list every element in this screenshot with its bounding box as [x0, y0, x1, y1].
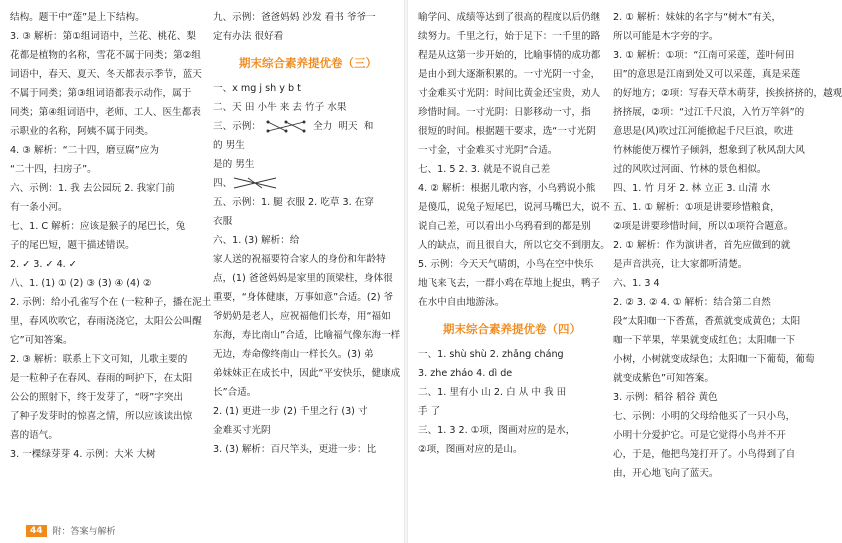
answer-line: 一寸金，寸金难买寸光阴”合适。	[418, 145, 558, 156]
answer-line: 由，开心地飞向了蓝天。	[613, 468, 719, 479]
exam-title-3: 期末综合素养提优卷（三）	[239, 56, 377, 70]
answer-line: 2. ② 3. ② 4. ① 解析：结合第二自然	[613, 297, 771, 308]
answer-line: 地飞来飞去，一群小鸡在草地上捉虫，鸭子	[418, 278, 601, 289]
matching-word-2: 明天	[338, 121, 358, 132]
answer-line: 寸金难买寸光阴：时间比黄金还宝贵，劝人	[418, 88, 601, 99]
answer-line: ②项是讲要珍惜时间，所以①项符合题意。	[613, 221, 794, 232]
cross-lines-icon	[232, 176, 278, 190]
answer-line: 珍惜时间。一寸光阴：日影移动一寸，指	[418, 107, 591, 118]
answer-line: 是傻瓜，说兔子短尾巴，说河马嘴巴大，说不	[418, 202, 610, 213]
matching-prefix: 三、示例：	[213, 121, 261, 132]
answer-line: 3. ③ 解析：第①组词语中，兰花、桃花、梨	[10, 31, 196, 42]
answer-line: 里，春风吹吹它，春雨浇浇它，太阳公公叫醒	[10, 316, 202, 327]
answer-line: 长”合适。	[213, 387, 257, 398]
answer-line: 有一条小河。	[10, 202, 68, 213]
answer-line: 子的尾巴短，题干描述错误。	[10, 240, 135, 251]
answer-line: 小树，小树就变成绿色；太阳咖一下葡萄，葡萄	[613, 354, 815, 365]
answer-line: 二、1. 里有小 山 2. 白 从 中 我 田	[418, 387, 567, 398]
answer-line: 三、1. 3 2. ①项，图画对应的是水，	[418, 425, 576, 436]
answer-line: 六、示例：1. 我 去公园玩 2. 我家门前	[10, 183, 175, 194]
answer-line: 家人送的祝福要符合家人的身份和年龄特	[213, 254, 386, 265]
answer-line: 示职业的名称，阿姨不属于同类。	[10, 126, 154, 137]
footer-text: 附：答案与解析	[52, 527, 116, 537]
answer-line: 意思是(风)吹过江河能掀起千尺巨浪，吹进	[613, 126, 794, 137]
answer-line: 2. (1) 更进一步 (2) 千里之行 (3) 寸	[213, 406, 368, 417]
matching-word-3: 和	[363, 121, 374, 132]
answer-line: 无边，寿命像终南山一样长久。(3) 弟	[213, 349, 374, 360]
answer-line-seven: 七、1. 5 2. 3. 就是不说自己差	[418, 164, 551, 175]
answer-line: 五、示例：1. 腿 衣服 2. 吃草 3. 在穿	[213, 197, 374, 208]
answer-line: 是的 男生	[213, 159, 255, 170]
answer-line: 手 了	[418, 406, 441, 417]
answer-line: 同类；第④组词语中，老师、工人、医生都表	[10, 107, 201, 118]
column-4	[613, 8, 842, 483]
answer-line: 点，(1) 爸爸妈妈是家里的顶梁柱，身体很	[213, 273, 393, 284]
answer-line: 3. (3) 解析：百尺竿头，更进一步：比	[213, 444, 377, 455]
answer-line: 4. ③ 解析：“二十四，磨豆腐”应为	[10, 145, 159, 156]
answer-line: 2. ① 解析：妹妹的名字与“树木”有关，	[613, 12, 782, 23]
answer-line: 3. ① 解析：①项：“江南可采莲，莲叶何田	[613, 50, 795, 61]
page-gutter	[404, 0, 408, 543]
page-footer	[26, 524, 116, 537]
answer-line: 七、1. C 解析：应该是猴子的尾巴长，兔	[10, 221, 186, 232]
answer-line: 公公的照射下，终于发芽了，“呀”字突出	[10, 392, 184, 403]
answer-line: 金难买寸光阴	[213, 425, 271, 436]
answer-line: 结构。题干中“莲”是上下结构。	[10, 12, 145, 23]
answer-line: 喻学问、成绩等达到了很高的程度以后仍继	[418, 12, 601, 23]
answer-line: 3. zhe zháo 4. dì de	[418, 368, 513, 379]
answer-line: 花都是植物的名称，雪花不属于同类；第②组	[10, 50, 201, 61]
answer-line: 它”可知答案。	[10, 335, 73, 346]
answer-line: 六、1. 3 4	[613, 278, 660, 289]
answer-line: 东海，寿比南山”合适，比喻福气像东海一样	[213, 330, 401, 341]
matching-word-1: 全力	[313, 121, 333, 132]
answer-line: 所以可能是木字旁的字。	[613, 31, 719, 42]
answer-line: 二、天 田 小牛 来 去 竹子 水果	[213, 102, 347, 113]
answer-line: 竹林能使万棵竹子倾斜，想象到了秋风刮大风	[613, 145, 805, 156]
matching-exercise-row	[213, 117, 403, 136]
answer-line: 过的风吹过河面、竹林的景色相似。	[613, 164, 767, 175]
answer-line: 八、1. (1) ① (2) ③ (3) ④ (4) ②	[10, 278, 152, 289]
answer-line: 词语中，春天、夏天、冬天都表示季节，蓝天	[10, 69, 202, 80]
answer-line: 很短的时间。根据题干要求，选“一寸光阴	[418, 126, 596, 137]
answer-line: 不属于同类；第③组词语都表示动作，属于	[10, 88, 192, 99]
answer-line: 2. ③ 解析：联系上下文可知，儿歌主要的	[10, 354, 188, 365]
answer-line: 弟妹妹正在成长中，因此“平安快乐，健康成	[213, 368, 401, 379]
answer-line: 5. 示例：今天天气晴朗，小鸟在空中快乐	[418, 259, 594, 270]
answer-line: 的好地方；②项：写春天草木萌芽，挨挨挤挤的，越观	[613, 88, 842, 99]
answer-line: 2. ✓ 3. ✓ 4. ✓	[10, 259, 77, 270]
answer-line: 2. ① 解析：作为演讲者，首先应做到的就	[613, 240, 791, 251]
answer-line: 六、1. (3) 解析：给	[213, 235, 300, 246]
answer-line: 四、1. 竹 月牙 2. 林 立正 3. 山清 水	[613, 183, 771, 194]
answer-line: 的 男生	[213, 140, 245, 151]
answer-line: 衣服	[213, 216, 233, 227]
answer-line: 续努力。千里之行，始于足下：一千里的路	[418, 31, 601, 42]
answer-line: 七、示例：小明的父母给他买了一只小鸟，	[613, 411, 796, 422]
column-3	[418, 8, 610, 459]
answer-line: 是一粒种子在春风、春雨的呵护下，在太阳	[10, 373, 193, 384]
answer-line: 重要，“身体健康，万事如意”合适。(2) 爷	[213, 292, 394, 303]
answer-line: 就变成紫色”可知答案。	[613, 373, 714, 384]
answer-line: 是声音洪亮，让大家都听清楚。	[613, 259, 748, 270]
answer-line: 3. 示例：稻谷 稻谷 黄色	[613, 392, 718, 403]
answer-line: 4. ② 解析：根据儿歌内容，小乌鸦说小熊	[418, 183, 596, 194]
answer-line: 一、x mg j sh y b t	[213, 83, 301, 94]
answer-line: 小明十分爱护它。可是它觉得小鸟并不开	[613, 430, 786, 441]
answer-line: 挤挤展，②项：“过江千尺浪，入竹万竿斜”的	[613, 107, 805, 118]
column-1	[10, 8, 212, 464]
answer-line: 五、1. ① 解析：①项是讲要珍惜粮食，	[613, 202, 780, 213]
page-number: 44	[26, 525, 47, 537]
answer-line: 是由小到大逐渐积累的。一寸光阴一寸金，	[418, 69, 601, 80]
answer-line: 2. 示例：给小孔雀写个在 (一粒种子，播在泥土	[10, 297, 212, 308]
answer-line: 田”的意思是江南到处又可以采莲，真是采莲	[613, 69, 801, 80]
answer-line: 在水中自由地游泳。	[418, 297, 505, 308]
answer-line: 心，于是，他把鸟笼打开了。小鸟得到了自	[613, 449, 796, 460]
answer-line: 九、示例：爸爸妈妈 沙发 看书 爷爷一	[213, 12, 376, 23]
answer-line: 段“太阳咖一下香蕉，香蕉就变成黄色；太阳	[613, 316, 801, 327]
matching-lines-icon	[264, 119, 310, 133]
answer-line: 了种子发芽时的惊喜之情，所以应该读出惊	[10, 411, 193, 422]
answer-line: 说自己差，可以看出小乌鸦看到的都是别	[418, 221, 591, 232]
answer-line: 喜的语气。	[10, 430, 58, 441]
answer-line: “二十四，扫房子”。	[10, 164, 97, 175]
section-four-lines: 四、	[213, 174, 403, 193]
exam-title-4: 期末综合素养提优卷（四）	[443, 322, 581, 336]
answer-line: 一、1. shù shù 2. zhǎng cháng	[418, 349, 564, 360]
answer-line: ②项，图画对应的是山。	[418, 444, 523, 455]
answer-line: 人的缺点，而且很自大，所以它交不到朋友。	[418, 240, 610, 251]
column-2	[213, 8, 403, 459]
answer-line: 3. 一棵绿芽芽 4. 示例：大米 大树	[10, 449, 156, 460]
answer-line: 程是从这第一步开始的，比喻事情的成功都	[418, 50, 601, 61]
answer-line: 定有办法 很好看	[213, 31, 284, 42]
answer-line: 爷奶奶是老人，应祝福他们长寿，用“福如	[213, 311, 391, 322]
answer-line: 咖一下苹果，苹果就变成红色；太阳咖一下	[613, 335, 796, 346]
